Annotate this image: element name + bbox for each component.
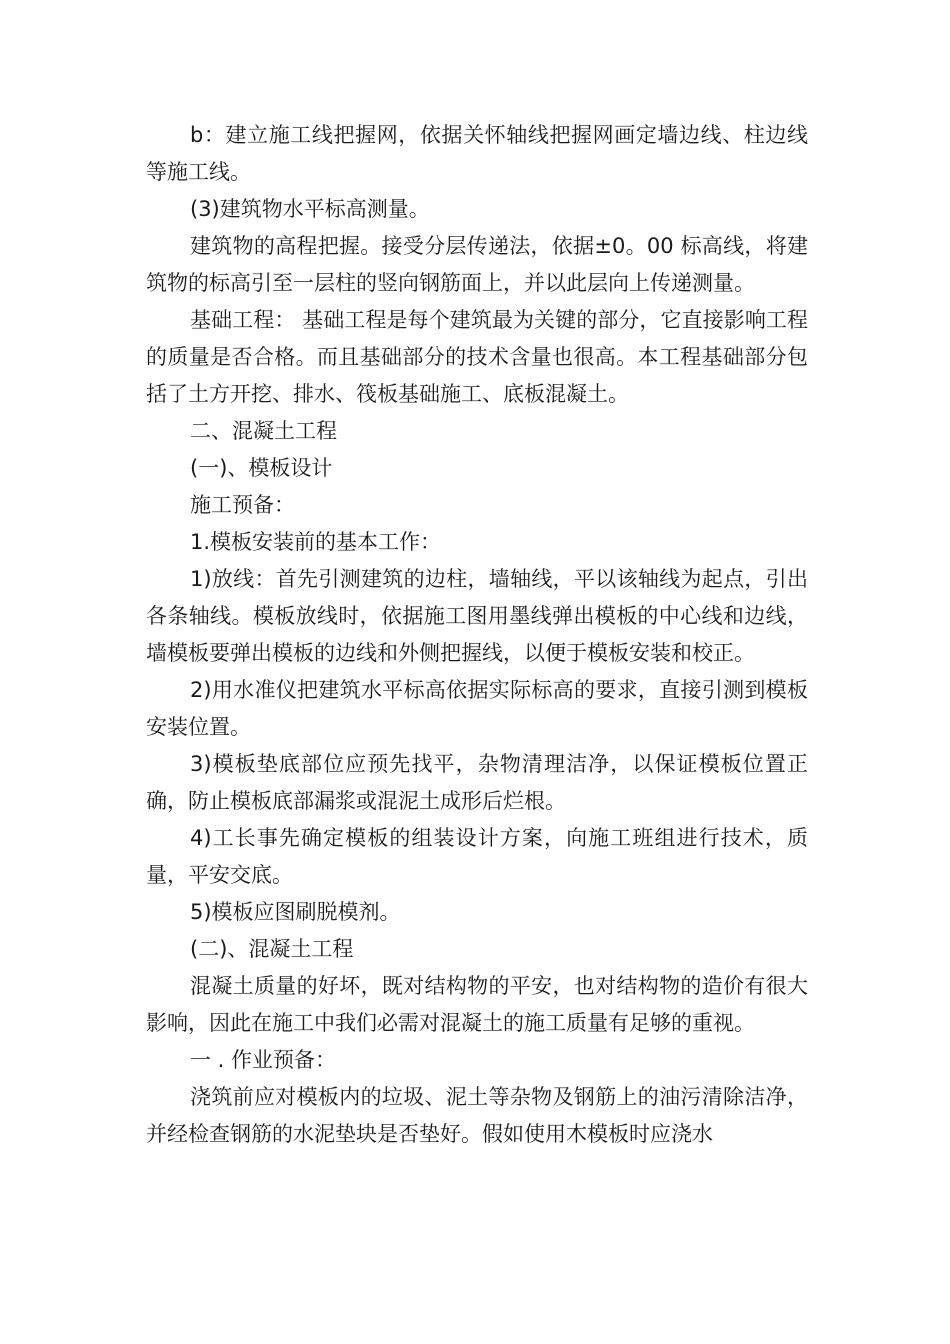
paragraph-concrete-quality: 混凝土质量的好坏，既对结构物的平安，也对结构物的造价有很大影响，因此在施工中我们必需对混凝土的施工质量有足够的重视。 [146, 974, 808, 1035]
heading-formwork-design: (一)、模板设计 [190, 456, 333, 480]
paragraph-construction-lines: b：建立施工线把握网，依据关怀轴线把握网画定墙边线、柱边线等施工线。 [146, 123, 808, 184]
document-body [146, 117, 808, 1153]
heading-elevation-survey: (3)建筑物水平标高测量。 [190, 197, 430, 221]
heading-basic-work: 1.模板安装前的基本工作： [190, 530, 442, 554]
heading-concrete-section: (二)、混凝土工程 [190, 937, 354, 961]
paragraph-elevation-control: 建筑物的高程把握。接受分层传递法，依据±0。00 标高线，将建筑物的标高引至一层柱的竖向钢筋面上，并以此层向上传递测量。 [146, 234, 808, 295]
paragraph-formwork-base: 3)模板垫底部位应预先找平，杂物清理洁净，以保证模板位置正确，防止模板底部漏浆或混泥土成形后烂根。 [146, 752, 808, 813]
heading-concrete-works: 二、混凝土工程 [190, 419, 337, 443]
paragraph-setting-out: 1)放线：首先引测建筑的边柱，墙轴线，平以该轴线为起点，引出各条轴线。模板放线时，依据施工图用墨线弹出模板的中心线和边线，墙模板要弹出模板的边线和外侧把握线，以便于模板安装和校正。 [146, 567, 808, 665]
paragraph-pre-pour-cleaning: 浇筑前应对模板内的垃圾、泥土等杂物及钢筋上的油污清除洁净，并经检查钢筋的水泥垫块是否垫好。假如使用木模板时应浇水 [146, 1085, 808, 1146]
paragraph-leveling: 2)用水准仪把建筑水平标高依据实际标高的要求，直接引测到模板安装位置。 [146, 678, 808, 739]
heading-work-prep: 一 . 作业预备： [190, 1048, 337, 1072]
paragraph-release-agent: 5)模板应图刷脱模剂。 [190, 900, 401, 924]
heading-construction-prep: 施工预备： [190, 493, 295, 517]
paragraph-assembly-plan: 4)工长事先确定模板的组装设计方案，向施工班组进行技术，质量，平安交底。 [146, 826, 808, 887]
paragraph-foundation-works: 基础工程： 基础工程是每个建筑最为关键的部分，它直接影响工程的质量是否合格。而且基础部分的技术含量也很高。本工程基础部分包括了土方开挖、排水、筏板基础施工、底板混凝土。 [146, 308, 808, 406]
